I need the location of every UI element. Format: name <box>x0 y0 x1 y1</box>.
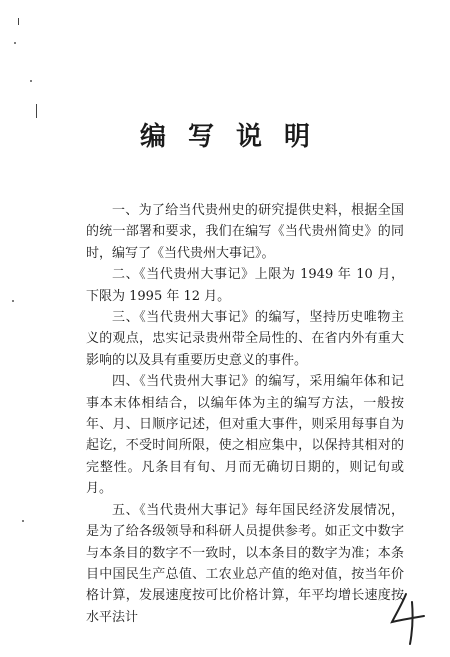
paragraph: 一、为了给当代贵州史的研究提供史料，根据全国的统一部署和要求，我们在编写《当代贵州简史》的同时，编写了《当代贵州大事记》。 <box>86 203 404 261</box>
paragraph: 二、《当代贵州大事记》上限为 1949 年 10 月，下限为 1995 年 12 月。 <box>86 267 404 304</box>
scan-mark <box>18 18 19 25</box>
scan-dot <box>22 520 24 522</box>
scan-dot <box>12 300 14 302</box>
paragraph: 四、《当代贵州大事记》的编写，采用编年体和记事本末体相结合，以编年体为主的编写方法，一般按年、月、日顺序记述，但对重大事件，则采用每事自为起讫，不受时间所限，使之相应集中，以保持其相对的完整性。凡条目有旬、月而无确切日期的，则记旬或月。 <box>86 374 404 497</box>
page-title: 编写说明 <box>139 122 332 152</box>
scan-dot <box>14 42 16 44</box>
handwritten-mark <box>386 588 430 648</box>
scan-dot <box>30 80 32 82</box>
paragraph: 五、《当代贵州大事记》每年国民经济发展情况，是为了给各级领导和科研人员提供参考。如正文中数字与本条目的数字不一致时，以本条目的数字为准；本条目中国民生产总值、工农业总产值的绝对值，按当年价格计算，发展速度按可比价格计算，年平均增长速度按水平法计 <box>86 502 404 625</box>
paragraph: 三、《当代贵州大事记》的编写，坚持历史唯物主义的观点，忠实记录贵州带全局性的、在省内外有重大影响的以及具有重要历史意义的事件。 <box>86 310 404 368</box>
body-text <box>86 200 404 628</box>
